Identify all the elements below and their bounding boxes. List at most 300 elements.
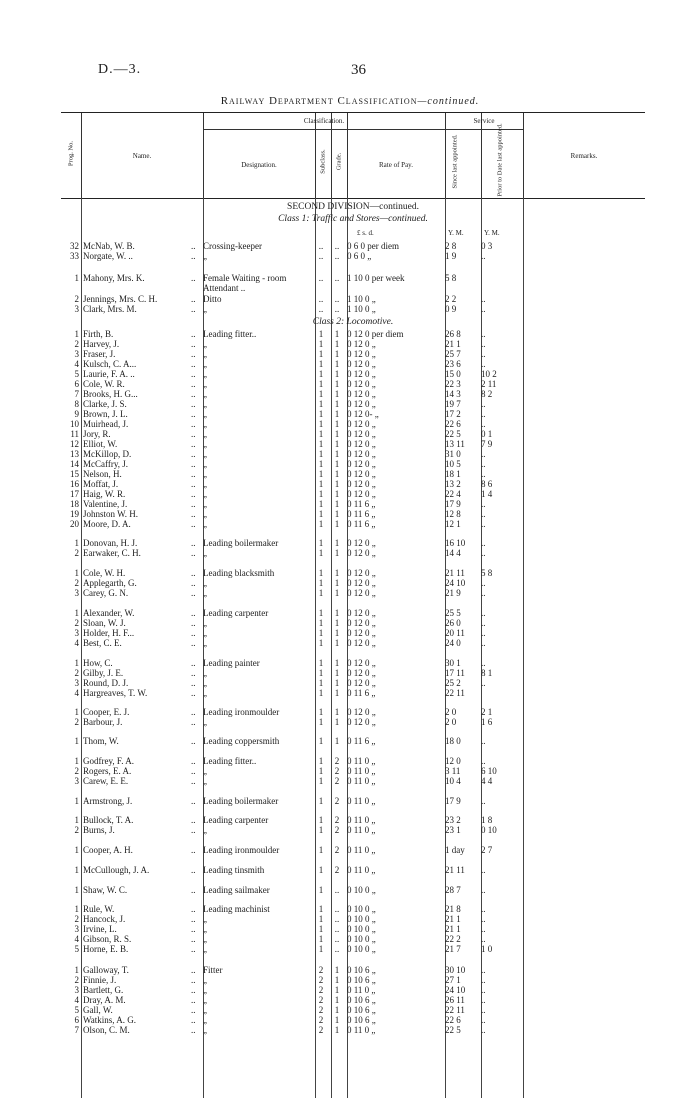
row-rate: 0 10 0 „: [347, 914, 376, 924]
row-subclass: 1: [318, 608, 324, 618]
leader-dots: ..: [191, 776, 196, 786]
row-designation: Leading fitter..: [203, 756, 257, 766]
row-designation: Leading painter: [203, 658, 260, 668]
row-name: Alexander, W.: [83, 608, 135, 618]
row-rate: 0 12 0 „: [347, 369, 376, 379]
row-subclass: 1: [318, 904, 324, 914]
row-name: How, C.: [83, 658, 113, 668]
row-rate: 0 12 0 „: [347, 717, 376, 727]
row-service-prior: 5 8: [481, 568, 493, 578]
row-name: Armstrong, J.: [83, 796, 133, 806]
page-number: 36: [351, 62, 366, 78]
row-name: Carew, E. E.: [83, 776, 129, 786]
row-designation: „: [203, 628, 207, 638]
row-subclass: 1: [318, 825, 324, 835]
row-service-since: 24 10: [445, 985, 466, 995]
row-name: Gilby, J. E.: [83, 668, 124, 678]
row-grade: 1: [334, 509, 340, 519]
row-prog-no: 2: [74, 717, 79, 727]
row-subclass: 1: [318, 845, 324, 855]
row-grade: 1: [334, 339, 340, 349]
row-service-since: 14 3: [445, 389, 461, 399]
row-subclass: 1: [318, 717, 324, 727]
row-grade: 2: [334, 815, 340, 825]
row-prog-no: 4: [74, 638, 79, 648]
row-subclass: 1: [318, 479, 324, 489]
row-rate: 0 10 0 „: [347, 934, 376, 944]
row-prog-no: 2: [74, 914, 79, 924]
row-name: Dray, A. M.: [83, 995, 126, 1005]
row-service-prior: 8 1: [481, 668, 493, 678]
leader-dots: ..: [191, 688, 196, 698]
row-designation: Ditto: [203, 294, 222, 304]
row-prog-no: 2: [74, 578, 79, 588]
row-grade: 1: [334, 608, 340, 618]
row-rate: 0 10 6 „: [347, 1005, 376, 1015]
row-subclass: 1: [318, 339, 324, 349]
row-rate: 0 12 0 „: [347, 628, 376, 638]
row-name: Olson, C. M.: [83, 1025, 130, 1035]
row-designation: „: [203, 717, 207, 727]
leader-dots: ..: [191, 578, 196, 588]
row-designation: „: [203, 489, 207, 499]
row-prog-no: 1: [74, 538, 79, 548]
row-service-since: 17 9: [445, 499, 461, 509]
row-service-prior: ..: [481, 419, 486, 429]
row-service-since: 22 11: [445, 1005, 465, 1015]
row-service-since: 10 5: [445, 459, 461, 469]
row-service-since: 13 2: [445, 479, 461, 489]
row-service-since: 24 10: [445, 578, 466, 588]
row-designation: „: [203, 578, 207, 588]
row-rate: 0 12 0 „: [347, 707, 376, 717]
row-service-prior: 0 10: [481, 825, 497, 835]
row-prog-no: 1: [74, 658, 79, 668]
row-designation: Crossing-keeper: [203, 241, 262, 251]
row-subclass: 1: [318, 578, 324, 588]
row-rate: 0 10 0 „: [347, 885, 376, 895]
row-service-prior: ..: [481, 339, 486, 349]
leader-dots: ..: [191, 658, 196, 668]
row-prog-no: 5: [74, 369, 79, 379]
row-rate: 0 12 0 „: [347, 678, 376, 688]
row-name: Elliot, W.: [83, 439, 118, 449]
leader-dots: ..: [191, 904, 196, 914]
row-designation: „: [203, 304, 207, 314]
row-prog-no: 18: [70, 499, 79, 509]
row-designation: Leading boilermaker: [203, 538, 279, 548]
row-designation: „: [203, 944, 207, 954]
row-grade: ..: [334, 904, 340, 914]
row-name: Jory, R.: [83, 429, 111, 439]
row-designation: „: [203, 251, 207, 261]
row-name: Gibson, R. S.: [83, 934, 132, 944]
header-service: Service: [473, 117, 495, 125]
row-service-since: 22 3: [445, 379, 461, 389]
row-service-since: 26 0: [445, 618, 461, 628]
division-title: SECOND DIVISION—continued.: [287, 202, 419, 212]
row-rate: 0 11 0 „: [347, 825, 376, 835]
leader-dots: ..: [191, 914, 196, 924]
row-grade: 1: [334, 638, 340, 648]
row-prog-no: 1: [74, 965, 79, 975]
leader-dots: ..: [191, 845, 196, 855]
header-rate: Rate of Pay.: [379, 161, 413, 169]
row-grade: 1: [334, 329, 340, 339]
leader-dots: ..: [191, 815, 196, 825]
row-grade: 1: [334, 449, 340, 459]
row-prog-no: 7: [74, 1025, 79, 1035]
leader-dots: ..: [191, 459, 196, 469]
row-designation: „: [203, 638, 207, 648]
row-grade: ..: [334, 251, 340, 261]
header-designation: Designation.: [241, 161, 277, 169]
row-subclass: 1: [318, 399, 324, 409]
leader-dots: ..: [191, 429, 196, 439]
row-designation: „: [203, 409, 207, 419]
row-service-since: 12 0: [445, 756, 461, 766]
row-name: Kulsch, C. A...: [83, 359, 137, 369]
row-name: Rogers, E. A.: [83, 766, 132, 776]
row-prog-no: 2: [74, 668, 79, 678]
leader-dots: ..: [191, 509, 196, 519]
row-service-since: 13 11: [445, 439, 465, 449]
row-grade: ..: [334, 924, 340, 934]
row-grade: 1: [334, 618, 340, 628]
row-grade: 1: [334, 678, 340, 688]
row-service-since: 19 7: [445, 399, 461, 409]
row-subclass: 1: [318, 815, 324, 825]
row-rate: 0 11 0 „: [347, 766, 376, 776]
row-prog-no: 3: [74, 588, 79, 598]
row-grade: 2: [334, 845, 340, 855]
row-service-since: 2 2: [445, 294, 457, 304]
row-service-since: 21 9: [445, 588, 461, 598]
row-prog-no: 1: [74, 756, 79, 766]
row-grade: 1: [334, 349, 340, 359]
table-row: [61, 283, 645, 294]
row-rate: 0 12 0 „: [347, 389, 376, 399]
leader-dots: ..: [191, 538, 196, 548]
row-name: Haig, W. R.: [83, 489, 126, 499]
row-designation: „: [203, 449, 207, 459]
row-designation: „: [203, 766, 207, 776]
row-subclass: 1: [318, 369, 324, 379]
row-prog-no: 3: [74, 776, 79, 786]
row-name: Clark, Mrs. M.: [83, 304, 137, 314]
row-designation: Leading sailmaker: [203, 885, 270, 895]
row-service-prior: ..: [481, 736, 486, 746]
row-designation: „: [203, 688, 207, 698]
row-grade: 1: [334, 359, 340, 369]
row-service-prior: ..: [481, 329, 486, 339]
row-service-since: 31 0: [445, 449, 461, 459]
table-row: [61, 885, 645, 896]
row-grade: 1: [334, 489, 340, 499]
row-service-since: 30 1: [445, 658, 461, 668]
row-grade: 1: [334, 736, 340, 746]
row-grade: 2: [334, 865, 340, 875]
table-row: [61, 548, 645, 559]
row-service-since: 12 8: [445, 509, 461, 519]
row-designation: „: [203, 389, 207, 399]
row-name: Brooks, H. G...: [83, 389, 138, 399]
row-rate: 0 11 0 „: [347, 1025, 376, 1035]
row-service-prior: 2 7: [481, 845, 493, 855]
row-designation: Leading ironmoulder: [203, 845, 280, 855]
row-prog-no: 1: [74, 885, 79, 895]
row-grade: 2: [334, 756, 340, 766]
row-designation: „: [203, 588, 207, 598]
row-prog-no: 8: [74, 399, 79, 409]
table-row: [61, 304, 645, 315]
table-row: [61, 736, 645, 747]
table-row: [61, 1025, 645, 1036]
row-subclass: 1: [318, 359, 324, 369]
row-designation: „: [203, 1005, 207, 1015]
row-rate: 0 12 0 „: [347, 658, 376, 668]
row-subclass: 2: [318, 975, 324, 985]
row-prog-no: 11: [70, 429, 79, 439]
row-subclass: 2: [318, 965, 324, 975]
row-service-since: 24 0: [445, 638, 461, 648]
leader-dots: ..: [191, 304, 196, 314]
row-rate: 0 11 6 „: [347, 519, 376, 529]
row-service-prior: ..: [481, 885, 486, 895]
row-rate: 0 11 0 „: [347, 985, 376, 995]
leader-dots: ..: [191, 707, 196, 717]
row-prog-no: 2: [74, 766, 79, 776]
row-service-since: 22 11: [445, 688, 465, 698]
row-service-since: 5 8: [445, 273, 457, 283]
row-service-prior: ..: [481, 538, 486, 548]
row-service-prior: ..: [481, 294, 486, 304]
row-prog-no: 5: [74, 1005, 79, 1015]
row-name: Finnie, J.: [83, 975, 117, 985]
row-designation: „: [203, 459, 207, 469]
row-name: Bartlett, G.: [83, 985, 124, 995]
row-subclass: 1: [318, 548, 324, 558]
row-grade: 1: [334, 707, 340, 717]
row-prog-no: 6: [74, 1015, 79, 1025]
row-service-prior: 1 0: [481, 944, 493, 954]
row-prog-no: 3: [74, 985, 79, 995]
row-prog-no: 1: [74, 865, 79, 875]
row-service-since: 1 day: [445, 845, 465, 855]
leader-dots: ..: [191, 668, 196, 678]
row-subclass: 1: [318, 409, 324, 419]
header-grade: Grade.: [335, 152, 343, 171]
row-service-prior: ..: [481, 449, 486, 459]
row-prog-no: 9: [74, 409, 79, 419]
row-service-prior: ..: [481, 519, 486, 529]
row-grade: 1: [334, 668, 340, 678]
header-prior-to-date: Prior to Date last appointed.: [496, 123, 504, 197]
row-service-since: 17 11: [445, 668, 465, 678]
row-service-since: 2 8: [445, 241, 457, 251]
row-subclass: 1: [318, 489, 324, 499]
row-grade: 1: [334, 389, 340, 399]
header-since-last: Since last appointed.: [451, 134, 459, 189]
row-subclass: ..: [318, 251, 324, 261]
row-rate: 0 12 0 „: [347, 568, 376, 578]
leader-dots: ..: [191, 608, 196, 618]
row-rate: 0 12 0 „: [347, 588, 376, 598]
row-subclass: ..: [318, 273, 324, 283]
row-prog-no: 4: [74, 688, 79, 698]
row-rate: 0 12 0 „: [347, 479, 376, 489]
row-designation: „: [203, 429, 207, 439]
row-rate: 0 10 6 „: [347, 1015, 376, 1025]
row-name: Hancock, J.: [83, 914, 126, 924]
row-rate: 0 12 0 „: [347, 359, 376, 369]
row-rate: 0 6 0 „: [347, 251, 372, 261]
row-service-since: 22 6: [445, 1015, 461, 1025]
row-subclass: 1: [318, 934, 324, 944]
row-prog-no: 14: [70, 459, 79, 469]
leader-dots: ..: [191, 568, 196, 578]
row-designation: „: [203, 369, 207, 379]
row-service-since: 21 1: [445, 339, 461, 349]
row-service-since: 17 2: [445, 409, 461, 419]
row-prog-no: 4: [74, 995, 79, 1005]
row-subclass: 1: [318, 914, 324, 924]
row-prog-no: 12: [70, 439, 79, 449]
row-service-prior: ..: [481, 975, 486, 985]
leader-dots: ..: [191, 419, 196, 429]
row-service-since: 0 9: [445, 304, 457, 314]
leader-dots: ..: [191, 717, 196, 727]
leader-dots: ..: [191, 885, 196, 895]
row-grade: 1: [334, 548, 340, 558]
table-row: [61, 717, 645, 728]
row-service-prior: 0 1: [481, 429, 493, 439]
leader-dots: ..: [191, 965, 196, 975]
row-designation: „: [203, 914, 207, 924]
row-designation: Leading boilermaker: [203, 796, 279, 806]
page-title-main: Railway Department Classification: [220, 95, 418, 107]
row-name: McCullough, J. A.: [83, 865, 150, 875]
units-row: [61, 228, 645, 239]
row-subclass: ..: [318, 294, 324, 304]
row-rate: 0 11 6 „: [347, 688, 376, 698]
row-name: Horne, E. B.: [83, 944, 129, 954]
row-rate: 0 12 0- „: [347, 409, 379, 419]
row-service-prior: ..: [481, 469, 486, 479]
row-designation: „: [203, 439, 207, 449]
row-service-prior: ..: [481, 251, 486, 261]
row-name: Sloan, W. J.: [83, 618, 126, 628]
row-designation: „: [203, 825, 207, 835]
row-service-since: 22 5: [445, 1025, 461, 1035]
row-rate: 0 10 6 „: [347, 975, 376, 985]
row-prog-no: 4: [74, 359, 79, 369]
row-rate: 0 11 6 „: [347, 499, 376, 509]
row-grade: 1: [334, 479, 340, 489]
row-service-since: 2 0: [445, 707, 457, 717]
leader-dots: ..: [191, 548, 196, 558]
row-prog-no: 1: [74, 845, 79, 855]
row-name: McNab, W. B.: [83, 241, 135, 251]
row-service-prior: 8 6: [481, 479, 493, 489]
row-subclass: 1: [318, 944, 324, 954]
row-designation: „: [203, 479, 207, 489]
row-prog-no: 2: [74, 339, 79, 349]
row-designation: „: [203, 339, 207, 349]
row-grade: ..: [334, 944, 340, 954]
row-grade: 1: [334, 1025, 340, 1035]
table-row: [61, 638, 645, 649]
row-grade: 1: [334, 419, 340, 429]
leader-dots: ..: [191, 618, 196, 628]
row-name: Cole, W. H.: [83, 568, 126, 578]
row-name: Barbour, J.: [83, 717, 123, 727]
row-prog-no: 5: [74, 944, 79, 954]
row-service-prior: ..: [481, 618, 486, 628]
row-subclass: 1: [318, 439, 324, 449]
leader-dots: ..: [191, 409, 196, 419]
table-row: [61, 865, 645, 876]
leader-dots: ..: [191, 756, 196, 766]
row-service-since: 21 1: [445, 914, 461, 924]
row-subclass: 1: [318, 688, 324, 698]
row-designation: „: [203, 618, 207, 628]
row-rate: 0 12 0 „: [347, 538, 376, 548]
row-rate: 0 12 0 per diem: [347, 329, 404, 339]
class-2-title: Class 2: Locomotive.: [312, 317, 394, 327]
row-prog-no: 3: [74, 349, 79, 359]
row-name: McKillop, D.: [83, 449, 132, 459]
table-body: [61, 198, 645, 1098]
row-grade: 1: [334, 469, 340, 479]
row-service-prior: ..: [481, 1005, 486, 1015]
row-grade: 2: [334, 796, 340, 806]
row-prog-no: 16: [70, 479, 79, 489]
row-prog-no: 4: [74, 934, 79, 944]
row-rate: 0 12 0 „: [347, 548, 376, 558]
row-rate: 0 12 0 „: [347, 459, 376, 469]
row-service-since: 26 8: [445, 329, 461, 339]
row-rate: 0 11 6 „: [347, 736, 376, 746]
table-row: [61, 776, 645, 787]
table-row: [61, 688, 645, 699]
header-name: Name.: [132, 152, 152, 160]
units-prior: Y. M.: [484, 229, 500, 237]
leader-dots: ..: [191, 369, 196, 379]
row-service-prior: ..: [481, 608, 486, 618]
row-service-prior: ..: [481, 756, 486, 766]
row-rate: 0 11 0 „: [347, 865, 376, 875]
table-row: [61, 845, 645, 856]
row-service-prior: 2 11: [481, 379, 497, 389]
table-row: [61, 519, 645, 530]
row-service-since: 22 5: [445, 429, 461, 439]
row-designation: Leading fitter..: [203, 329, 257, 339]
row-service-since: 15 0: [445, 369, 461, 379]
row-subclass: 1: [318, 668, 324, 678]
row-grade: 1: [334, 538, 340, 548]
row-subclass: 1: [318, 678, 324, 688]
row-subclass: 1: [318, 429, 324, 439]
row-prog-no: 19: [70, 509, 79, 519]
row-service-since: 22 6: [445, 419, 461, 429]
row-prog-no: 20: [70, 519, 79, 529]
row-rate: 0 11 0 „: [347, 776, 376, 786]
leader-dots: ..: [191, 294, 196, 304]
row-designation: Female Waiting - room: [203, 273, 287, 283]
leader-dots: ..: [191, 469, 196, 479]
row-service-prior: 1 8: [481, 815, 493, 825]
